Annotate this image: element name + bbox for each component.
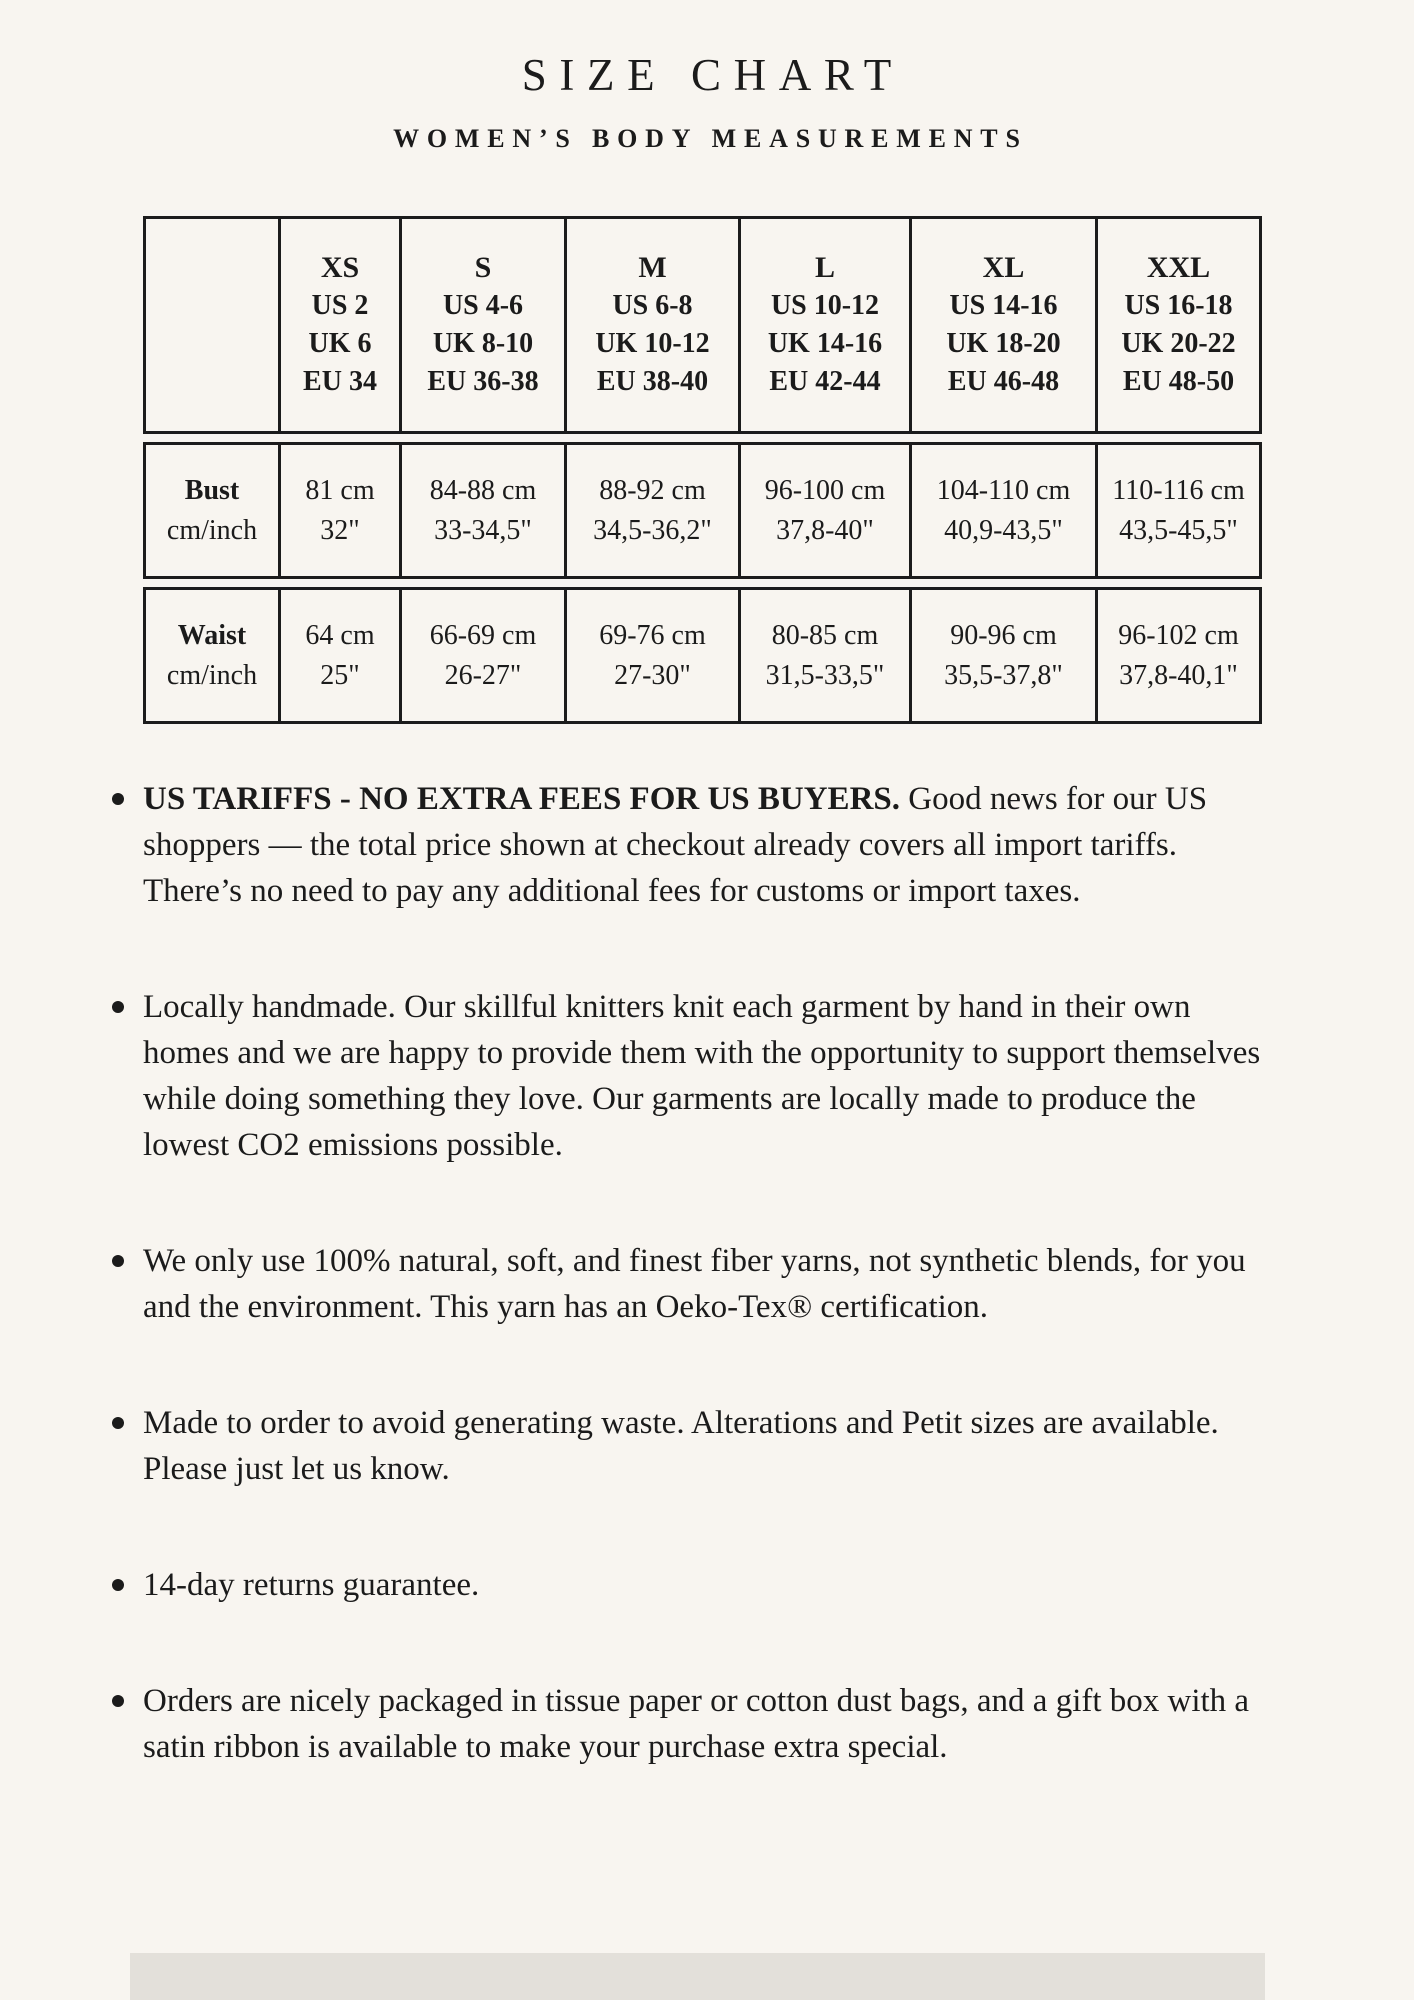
- inch-value: 43,5-45,5": [1119, 514, 1238, 546]
- measurement-unit: cm/inch: [166, 514, 258, 546]
- cm-value: 110-116 cm: [1112, 474, 1245, 506]
- measurement-unit: cm/inch: [166, 659, 258, 691]
- waist-row-label: [146, 590, 281, 721]
- inch-value: 26-27": [444, 659, 522, 691]
- size-column-header-xxl: [1098, 219, 1259, 431]
- eu-size: EU 48-50: [1122, 366, 1235, 397]
- waist-cell-xl: [912, 590, 1098, 721]
- inch-value: 31,5-33,5": [765, 659, 885, 691]
- inch-value: 27-30": [614, 659, 691, 691]
- bullet-bold-lead: US TARIFFS - NO EXTRA FEES FOR US BUYERS.: [143, 781, 909, 817]
- measurement-name: Bust: [184, 474, 240, 506]
- uk-size: UK 8-10: [432, 328, 534, 359]
- bust-row: [143, 442, 1262, 579]
- list-item-packaging: [143, 1678, 1270, 1770]
- us-size: US 14-16: [949, 290, 1058, 321]
- size-label: XXL: [1146, 251, 1211, 284]
- size-column-header-xs: [281, 219, 402, 431]
- bust-cell-xs: [281, 445, 402, 576]
- cm-value: 84-88 cm: [429, 474, 537, 506]
- uk-size: UK 18-20: [946, 328, 1061, 359]
- inch-value: 33-34,5": [434, 514, 532, 546]
- bullet-text: We only use 100% natural, soft, and finest fiber yarns, not synthetic blends, for you and the environment. This yarn has an Oeko-Tex® certification.: [143, 1243, 1246, 1325]
- page-title: SIZE CHART: [521, 50, 904, 100]
- bullet-text: Made to order to avoid generating waste. Alterations and Petit sizes are available. Please just let us know.: [143, 1405, 1219, 1487]
- eu-size: EU 36-38: [427, 366, 539, 397]
- size-column-header-s: [402, 219, 567, 431]
- size-table: [143, 216, 1262, 724]
- bust-row-label: [146, 445, 281, 576]
- corner-cell: [146, 219, 281, 431]
- list-item-us-tariffs: [143, 776, 1270, 914]
- size-label: M: [638, 251, 667, 284]
- cm-value: 96-100 cm: [764, 474, 886, 506]
- uk-size: UK 14-16: [767, 328, 883, 359]
- uk-size: UK 10-12: [595, 328, 710, 359]
- bust-cell-m: [567, 445, 741, 576]
- us-size: US 16-18: [1124, 290, 1233, 321]
- measurement-name: Waist: [177, 619, 247, 651]
- inch-value: 25": [320, 659, 360, 691]
- bottom-section-band: [130, 1953, 1265, 2000]
- size-table-header-row: [143, 216, 1262, 434]
- inch-value: 32": [320, 514, 360, 546]
- us-size: US 4-6: [442, 290, 524, 321]
- waist-cell-m: [567, 590, 741, 721]
- list-item-returns-guarantee: [143, 1562, 1270, 1608]
- inch-value: 35,5-37,8": [944, 659, 1063, 691]
- cm-value: 96-102 cm: [1118, 619, 1239, 651]
- waist-cell-xs: [281, 590, 402, 721]
- size-chart-document: [143, 0, 1270, 1770]
- bullet-text: Locally handmade. Our skillful knitters knit each garment by hand in their own homes and we are happy to provide them with the opportunity to support themselves while doing something they love. Our garments are locally made to produce the lowest CO2 emissions possible.: [143, 989, 1261, 1163]
- cm-value: 80-85 cm: [771, 619, 879, 651]
- eu-size: EU 34: [303, 366, 377, 397]
- cm-value: 66-69 cm: [429, 619, 537, 651]
- bullet-text: 14-day returns guarantee.: [143, 1567, 480, 1603]
- us-size: US 6-8: [612, 290, 693, 321]
- page-subtitle: WOMEN’S BODY MEASUREMENTS: [393, 124, 1028, 153]
- waist-row: [143, 587, 1262, 724]
- cm-value: 104-110 cm: [936, 474, 1071, 506]
- eu-size: EU 38-40: [596, 366, 709, 397]
- list-item-locally-handmade: [143, 984, 1270, 1168]
- inch-value: 37,8-40,1": [1119, 659, 1238, 691]
- bullet-text: Orders are nicely packaged in tissue paper or cotton dust bags, and a gift box with a satin ribbon is available to make your purchase extra special.: [143, 1683, 1250, 1765]
- size-column-header-l: [741, 219, 912, 431]
- product-info-list: [143, 776, 1270, 1770]
- bust-cell-l: [741, 445, 912, 576]
- size-label: XS: [320, 251, 360, 284]
- bust-cell-xxl: [1098, 445, 1259, 576]
- eu-size: EU 46-48: [947, 366, 1060, 397]
- size-column-header-m: [567, 219, 741, 431]
- cm-value: 90-96 cm: [950, 619, 1057, 651]
- bullet-text: Good news for our US shoppers — the total price shown at checkout already covers all import tariffs. There’s no need to pay any additional fees for customs or import taxes.: [143, 781, 1208, 909]
- uk-size: UK 20-22: [1121, 328, 1236, 359]
- us-size: US 2: [311, 290, 369, 321]
- bust-cell-xl: [912, 445, 1098, 576]
- cm-value: 69-76 cm: [599, 619, 706, 651]
- size-label: XL: [982, 251, 1025, 284]
- waist-cell-l: [741, 590, 912, 721]
- inch-value: 34,5-36,2": [593, 514, 712, 546]
- uk-size: UK 6: [308, 328, 372, 359]
- cm-value: 81 cm: [305, 474, 375, 506]
- list-item-made-to-order: [143, 1400, 1270, 1492]
- list-item-natural-yarns: [143, 1238, 1270, 1330]
- inch-value: 37,8-40": [776, 514, 874, 546]
- inch-value: 40,9-43,5": [944, 514, 1063, 546]
- waist-cell-xxl: [1098, 590, 1259, 721]
- size-label: L: [814, 251, 835, 284]
- size-label: S: [474, 251, 492, 284]
- us-size: US 10-12: [770, 290, 880, 321]
- waist-cell-s: [402, 590, 567, 721]
- eu-size: EU 42-44: [769, 366, 881, 397]
- size-column-header-xl: [912, 219, 1098, 431]
- bust-cell-s: [402, 445, 567, 576]
- cm-value: 64 cm: [305, 619, 375, 651]
- cm-value: 88-92 cm: [599, 474, 706, 506]
